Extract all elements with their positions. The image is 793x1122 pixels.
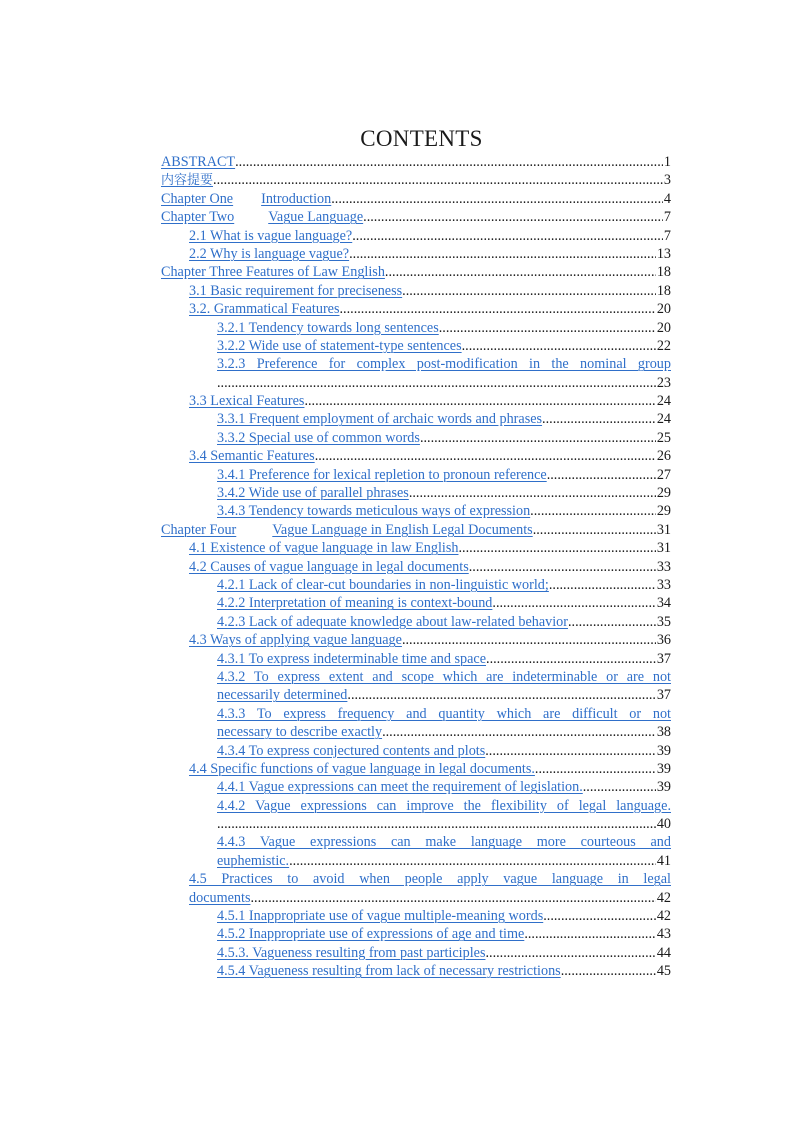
toc-link[interactable]: 4.5.2 Inappropriate use of expressions of age and time [217, 926, 525, 943]
toc-entry-3-4[interactable] [161, 447, 671, 465]
toc-link[interactable]: necessary to describe exactly [217, 724, 383, 741]
page-number: 43 [656, 926, 671, 943]
page-number: 33 [656, 558, 671, 575]
toc-entry-chapter-four[interactable] [161, 521, 671, 539]
toc-entry-abstract[interactable] [161, 153, 671, 171]
toc-entry-3-4-1[interactable] [161, 466, 671, 484]
toc-link[interactable]: Chapter One Introduction [161, 190, 332, 207]
toc-link[interactable]: 3.2.2 Wide use of statement-type sentences [217, 337, 462, 354]
toc-link[interactable]: 3.2.1 Tendency towards long sentences [217, 319, 439, 336]
toc-entry-3-3-1[interactable] [161, 410, 671, 428]
page-number: 23 [656, 374, 671, 391]
toc-link[interactable]: ABSTRACT [161, 154, 236, 170]
toc-entry-3-1[interactable] [161, 282, 671, 300]
toc-entry-4-5-cont[interactable] [161, 889, 671, 907]
toc-link[interactable]: 4.1 Existence of vague language in law English [189, 540, 459, 557]
page-number: 18 [656, 264, 671, 281]
toc-entry-4-3[interactable] [161, 631, 671, 649]
toc-entry-4-3-3[interactable] [161, 705, 671, 723]
page-number: 31 [656, 540, 671, 557]
toc-entry-4-4-2[interactable] [161, 797, 671, 815]
page-number: 37 [656, 650, 671, 667]
page-number: 39 [656, 760, 671, 777]
toc-entry-4-3-4[interactable] [161, 742, 671, 760]
toc-link[interactable]: 4.2.1 Lack of clear-cut boundaries in non-linguistic world; [217, 576, 549, 593]
page-number: 34 [656, 595, 671, 612]
toc-link[interactable]: 3.4.2 Wide use of parallel phrases [217, 485, 409, 502]
toc-entry-3-2-3-cont [161, 374, 671, 392]
toc-link[interactable]: 3.4.1 Preference for lexical repletion to pronoun reference [217, 466, 547, 483]
toc-entry-3-4-3[interactable] [161, 502, 671, 520]
toc-entry-4-2-3[interactable] [161, 613, 671, 631]
toc-entry-4-3-1[interactable] [161, 650, 671, 668]
toc-link[interactable]: 3.3.1 Frequent employment of archaic words and phrases [217, 411, 543, 428]
page-number: 25 [656, 429, 671, 446]
page-number: 42 [656, 908, 671, 925]
toc-entry-chapter-three[interactable] [161, 263, 671, 281]
toc-entry-4-4-2-cont [161, 815, 671, 833]
toc-link[interactable]: 4.5.3. Vagueness resulting from past participles [217, 944, 486, 961]
toc-link[interactable]: euphemistic. [217, 852, 290, 869]
toc-entry-3-2-2[interactable] [161, 337, 671, 355]
page-number: 29 [656, 503, 671, 520]
page-number: 31 [656, 521, 671, 538]
page-number: 44 [656, 944, 671, 961]
page-number: 35 [656, 613, 671, 630]
toc-entry-3-3-2[interactable] [161, 429, 671, 447]
toc-link[interactable]: 4.4.2 Vague expressions can improve the flexibility of legal language. [217, 797, 671, 814]
toc-entry-chapter-one[interactable] [161, 190, 671, 208]
toc-link[interactable]: 3.2.3 Preference for complex post-modification in the nominal group [217, 356, 671, 373]
page-number: 7 [663, 209, 671, 226]
toc-entry-4-2-1[interactable] [161, 576, 671, 594]
toc-entry-3-3[interactable] [161, 392, 671, 410]
toc-link[interactable]: 3.3.2 Special use of common words [217, 429, 420, 446]
toc-link[interactable]: Chapter Two Vague Language [161, 209, 364, 226]
page-number: 7 [663, 227, 671, 244]
page-number: 38 [656, 724, 671, 741]
toc-link[interactable]: 4.3.4 To express conjectured contents and plots [217, 742, 486, 759]
toc-link[interactable]: Chapter Four Vague Language in English Legal Documents [161, 521, 533, 538]
page-number: 24 [656, 393, 671, 410]
toc-entry-4-3-2[interactable] [161, 668, 671, 686]
toc-entry-4-2-2[interactable] [161, 594, 671, 612]
toc-link[interactable]: necessarily determined [217, 687, 348, 704]
toc-link[interactable]: 2.2 Why is language vague? [189, 245, 350, 262]
page-number: 20 [656, 301, 671, 318]
toc-link[interactable]: 4.5.1 Inappropriate use of vague multiple-meaning words [217, 908, 544, 925]
page-number: 20 [656, 319, 671, 336]
page-number: 27 [656, 466, 671, 483]
toc-link[interactable]: 4.4.3 Vague expressions can make language more courteous and [217, 834, 671, 851]
page-number: 24 [656, 411, 671, 428]
page-number: 3 [663, 172, 671, 189]
toc-entry-4-4-3-cont[interactable] [161, 852, 671, 870]
toc-link[interactable]: documents [189, 889, 251, 906]
toc-entry-4-5-1[interactable] [161, 907, 671, 925]
toc-link[interactable]: 4.2 Causes of vague language in legal documents [189, 558, 469, 575]
toc-link[interactable]: 4.3.3 To express frequency and quantity which are difficult or not [217, 705, 671, 722]
toc-link[interactable]: 3.1 Basic requirement for preciseness [189, 282, 403, 299]
page-number: 39 [656, 742, 671, 759]
page-number: 29 [656, 485, 671, 502]
toc-link[interactable]: 3.2. Grammatical Features [189, 301, 340, 318]
toc-link[interactable]: 4.3 Ways of applying vague language [189, 632, 402, 649]
toc-entry-cn-abstract[interactable] [161, 171, 671, 189]
toc-entry-4-5-4[interactable] [161, 962, 671, 980]
toc-entry-3-4-2[interactable] [161, 484, 671, 502]
toc-entry-4-4-1[interactable] [161, 778, 671, 796]
toc-entry-4-3-2-cont[interactable] [161, 686, 671, 704]
toc-link[interactable]: 3.4 Semantic Features [189, 448, 315, 465]
page-number: 42 [656, 889, 671, 906]
toc-entry-4-3-3-cont[interactable] [161, 723, 671, 741]
toc-entry-2-1[interactable] [161, 227, 671, 245]
toc-link[interactable]: 3.3 Lexical Features [189, 393, 305, 410]
toc-link[interactable]: 2.1 What is vague language? [189, 227, 353, 244]
page-number: 39 [656, 779, 671, 796]
toc-link[interactable]: 4.4.1 Vague expressions can meet the requirement of legislation. [217, 779, 583, 796]
toc-link[interactable]: 4.2.2 Interpretation of meaning is context-bound [217, 595, 493, 612]
toc-link[interactable]: 内容提要 [161, 173, 214, 189]
toc-entry-3-2-1[interactable] [161, 319, 671, 337]
table-of-contents [161, 153, 671, 981]
page-number: 1 [663, 154, 671, 170]
page-number: 26 [656, 448, 671, 465]
toc-link[interactable]: 4.5 Practices to avoid when people apply vague language in legal [189, 871, 671, 888]
page-number: 33 [656, 576, 671, 593]
toc-link[interactable]: 4.3.2 To express extent and scope which are indeterminable or are not [217, 668, 671, 685]
page-number: 22 [656, 337, 671, 354]
page-number: 41 [656, 852, 671, 869]
toc-link[interactable]: 3.4.3 Tendency towards meticulous ways of expression [217, 503, 531, 520]
page-number: 36 [656, 632, 671, 649]
toc-entry-4-2[interactable] [161, 558, 671, 576]
page-title: CONTENTS [360, 126, 483, 151]
page-number: 37 [656, 687, 671, 704]
toc-entry-4-5-3[interactable] [161, 944, 671, 962]
toc-link[interactable]: 4.2.3 Lack of adequate knowledge about law-related behavior [217, 613, 568, 630]
toc-entry-3-2-3[interactable] [161, 355, 671, 373]
page-number: 18 [656, 282, 671, 299]
toc-entry-4-5[interactable] [161, 870, 671, 888]
toc-entry-4-4[interactable] [161, 760, 671, 778]
toc-entry-chapter-two[interactable] [161, 208, 671, 226]
toc-entry-3-2[interactable] [161, 300, 671, 318]
page-number: 4 [663, 190, 671, 207]
toc-link[interactable]: 4.5.4 Vagueness resulting from lack of necessary restrictions [217, 963, 561, 980]
toc-entry-2-2[interactable] [161, 245, 671, 263]
page-number: 40 [656, 816, 671, 833]
toc-link[interactable]: 4.3.1 To express indeterminable time and space [217, 650, 487, 667]
toc-link[interactable]: Chapter Three Features of Law English [161, 264, 385, 281]
page-number: 45 [656, 963, 671, 980]
toc-link[interactable]: 4.4 Specific functions of vague language in legal documents. [189, 760, 535, 777]
toc-entry-4-4-3[interactable] [161, 833, 671, 851]
toc-entry-4-1[interactable] [161, 539, 671, 557]
page-number: 13 [656, 245, 671, 262]
toc-entry-4-5-2[interactable] [161, 925, 671, 943]
